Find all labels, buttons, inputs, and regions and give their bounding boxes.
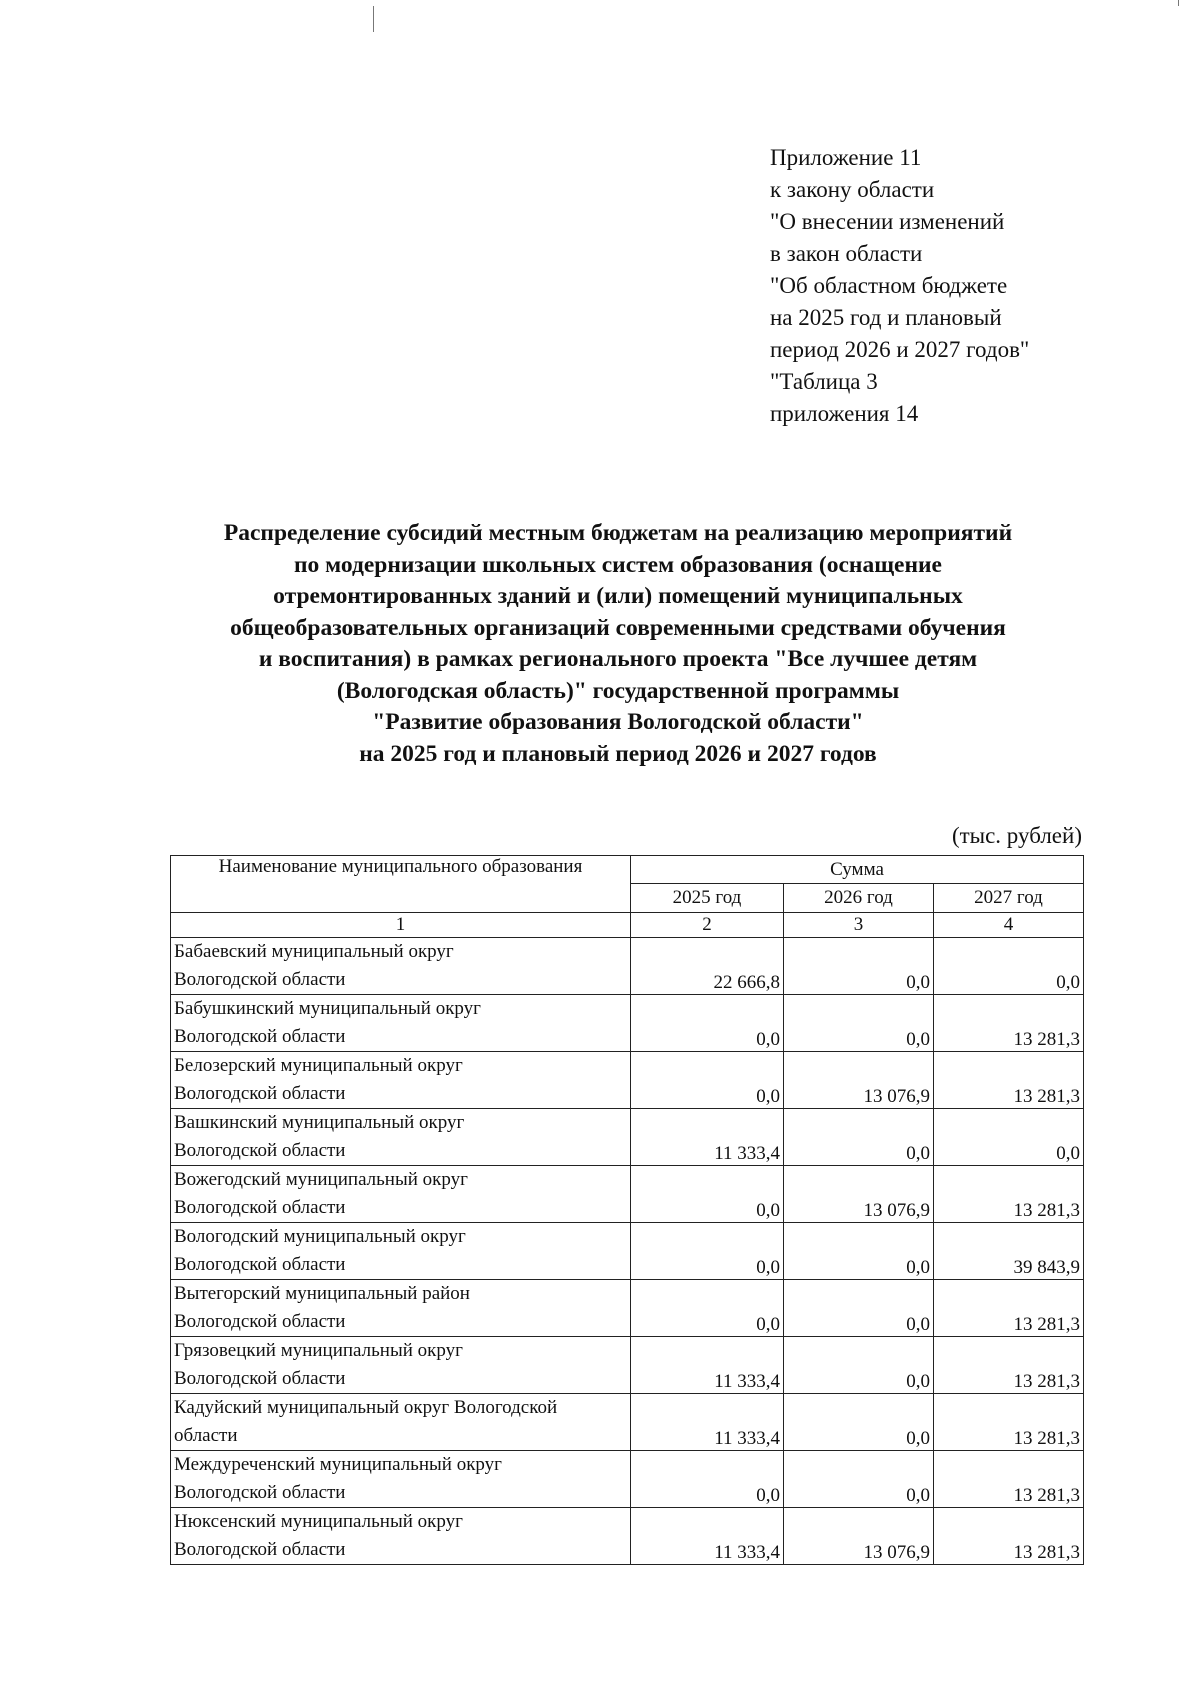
- name-line: Бабушкинский муниципальный округ: [174, 998, 481, 1019]
- title-line: "Развитие образования Вологодской области": [372, 709, 864, 735]
- value-2027: 39 843,9: [934, 1223, 1084, 1280]
- municipality-name: [171, 1166, 631, 1223]
- municipality-name: [171, 938, 631, 995]
- name-line: Нюксенский муниципальный округ: [174, 1511, 463, 1532]
- name-line: Вологодской области: [174, 1539, 346, 1560]
- value-2025: 11 333,4: [631, 1508, 784, 1565]
- annex-line: на 2025 год и плановый: [770, 305, 1002, 330]
- annex-line: к закону области: [770, 177, 935, 202]
- value-2026: 0,0: [784, 938, 934, 995]
- table-row: [171, 1109, 1084, 1166]
- value-2025: 0,0: [631, 1451, 784, 1508]
- value-2027: 13 281,3: [934, 1508, 1084, 1565]
- value-2025: 11 333,4: [631, 1394, 784, 1451]
- name-line: Вологодской области: [174, 1482, 346, 1503]
- value-2027: 13 281,3: [934, 1337, 1084, 1394]
- column-index: 4: [934, 913, 1084, 938]
- name-line: Вологодской области: [174, 1140, 346, 1161]
- column-header-2026: 2026 год: [784, 884, 934, 913]
- municipality-name: [171, 1337, 631, 1394]
- title-line: общеобразовательных организаций современными средствами обучения: [230, 614, 1006, 641]
- name-line: Вологодский муниципальный округ: [174, 1226, 466, 1247]
- column-header-2025: 2025 год: [631, 884, 784, 913]
- column-index: 3: [784, 913, 934, 938]
- table-row: [171, 995, 1084, 1052]
- title-line: (Вологодская область)" государственной программы: [336, 677, 900, 704]
- value-2026: 0,0: [784, 1337, 934, 1394]
- name-line: Вологодской области: [174, 1026, 346, 1047]
- annex-line: "О внесении изменений: [770, 209, 1005, 234]
- name-line: Бабаевский муниципальный округ: [174, 941, 454, 962]
- annex-reference: [770, 142, 1170, 430]
- table-row: [171, 1166, 1084, 1223]
- column-header-sum: Сумма: [631, 856, 1084, 884]
- municipality-name: [171, 1109, 631, 1166]
- name-line: Вологодской области: [174, 969, 346, 990]
- value-2025: 0,0: [631, 1223, 784, 1280]
- table-row: [171, 1052, 1084, 1109]
- value-2027: 13 281,3: [934, 995, 1084, 1052]
- value-2025: 0,0: [631, 1280, 784, 1337]
- value-2027: 13 281,3: [934, 1394, 1084, 1451]
- name-line: Вологодской области: [174, 1311, 346, 1332]
- document-title: [160, 518, 1076, 770]
- value-2027: 13 281,3: [934, 1280, 1084, 1337]
- value-2027: 13 281,3: [934, 1451, 1084, 1508]
- value-2025: 11 333,4: [631, 1109, 784, 1166]
- subsidy-table: [170, 855, 1084, 1565]
- municipality-name: [171, 995, 631, 1052]
- table-row: [171, 1394, 1084, 1451]
- value-2026: 0,0: [784, 1280, 934, 1337]
- title-line: отремонтированных зданий и (или) помещений муниципальных: [273, 583, 963, 609]
- table-row: [171, 1223, 1084, 1280]
- name-line: Вологодской области: [174, 1083, 346, 1104]
- value-2027: 13 281,3: [934, 1052, 1084, 1109]
- value-2025: 11 333,4: [631, 1337, 784, 1394]
- name-line: Вологодской области: [174, 1254, 346, 1275]
- annex-line: период 2026 и 2027 годов": [770, 337, 1030, 362]
- column-header-2027: 2027 год: [934, 884, 1084, 913]
- value-2026: 0,0: [784, 995, 934, 1052]
- table-row: [171, 1337, 1084, 1394]
- value-2026: 0,0: [784, 1223, 934, 1280]
- name-line: Междуреченский муниципальный округ: [174, 1454, 502, 1475]
- name-line: Вологодской области: [174, 1368, 346, 1389]
- table-row: [171, 938, 1084, 995]
- value-2027: 0,0: [934, 1109, 1084, 1166]
- title-line: и воспитания) в рамках регионального проекта "Все лучшее детям: [258, 646, 978, 672]
- value-2026: 13 076,9: [784, 1166, 934, 1223]
- name-line: области: [174, 1425, 238, 1446]
- scan-mark: [1178, 0, 1179, 6]
- table-row: [171, 1451, 1084, 1508]
- name-line: Грязовецкий муниципальный округ: [174, 1340, 463, 1361]
- annex-line: "Таблица 3: [770, 369, 878, 394]
- column-index: 2: [631, 913, 784, 938]
- municipality-name: [171, 1052, 631, 1109]
- name-line: Вожегодский муниципальный округ: [174, 1169, 468, 1190]
- name-line: Вашкинский муниципальный округ: [174, 1112, 465, 1133]
- municipality-name: [171, 1280, 631, 1337]
- name-line: Кадуйский муниципальный округ Вологодской: [174, 1397, 558, 1418]
- municipality-name: [171, 1451, 631, 1508]
- municipality-name: [171, 1394, 631, 1451]
- annex-line: в закон области: [770, 241, 923, 266]
- value-2025: 0,0: [631, 1166, 784, 1223]
- title-line: на 2025 год и плановый период 2026 и 2027 годов: [359, 740, 877, 767]
- column-index: 1: [171, 913, 631, 938]
- value-2026: 13 076,9: [784, 1508, 934, 1565]
- value-2027: 0,0: [934, 938, 1084, 995]
- annex-line: приложения 14: [770, 401, 919, 426]
- title-line: Распределение субсидий местным бюджетам на реализацию мероприятий: [223, 520, 1013, 546]
- value-2025: 0,0: [631, 995, 784, 1052]
- name-line: Белозерский муниципальный округ: [174, 1055, 463, 1076]
- value-2025: 22 666,8: [631, 938, 784, 995]
- annex-line: "Об областном бюджете: [770, 273, 1008, 298]
- value-2026: 13 076,9: [784, 1052, 934, 1109]
- title-line: по модернизации школьных систем образования (оснащение: [294, 551, 942, 578]
- value-2026: 0,0: [784, 1109, 934, 1166]
- value-2026: 0,0: [784, 1394, 934, 1451]
- table-row: [171, 1508, 1084, 1565]
- municipality-name: [171, 1508, 631, 1565]
- name-line: Вологодской области: [174, 1197, 346, 1218]
- column-header-name: Наименование муниципального образования: [171, 856, 631, 913]
- value-2026: 0,0: [784, 1451, 934, 1508]
- municipality-name: [171, 1223, 631, 1280]
- annex-line: Приложение 11: [770, 145, 922, 170]
- value-2027: 13 281,3: [934, 1166, 1084, 1223]
- name-line: Вытегорский муниципальный район: [174, 1283, 470, 1304]
- value-2025: 0,0: [631, 1052, 784, 1109]
- table-row: [171, 1280, 1084, 1337]
- unit-label: (тыс. рублей): [951, 823, 1082, 848]
- scan-mark: [373, 6, 374, 32]
